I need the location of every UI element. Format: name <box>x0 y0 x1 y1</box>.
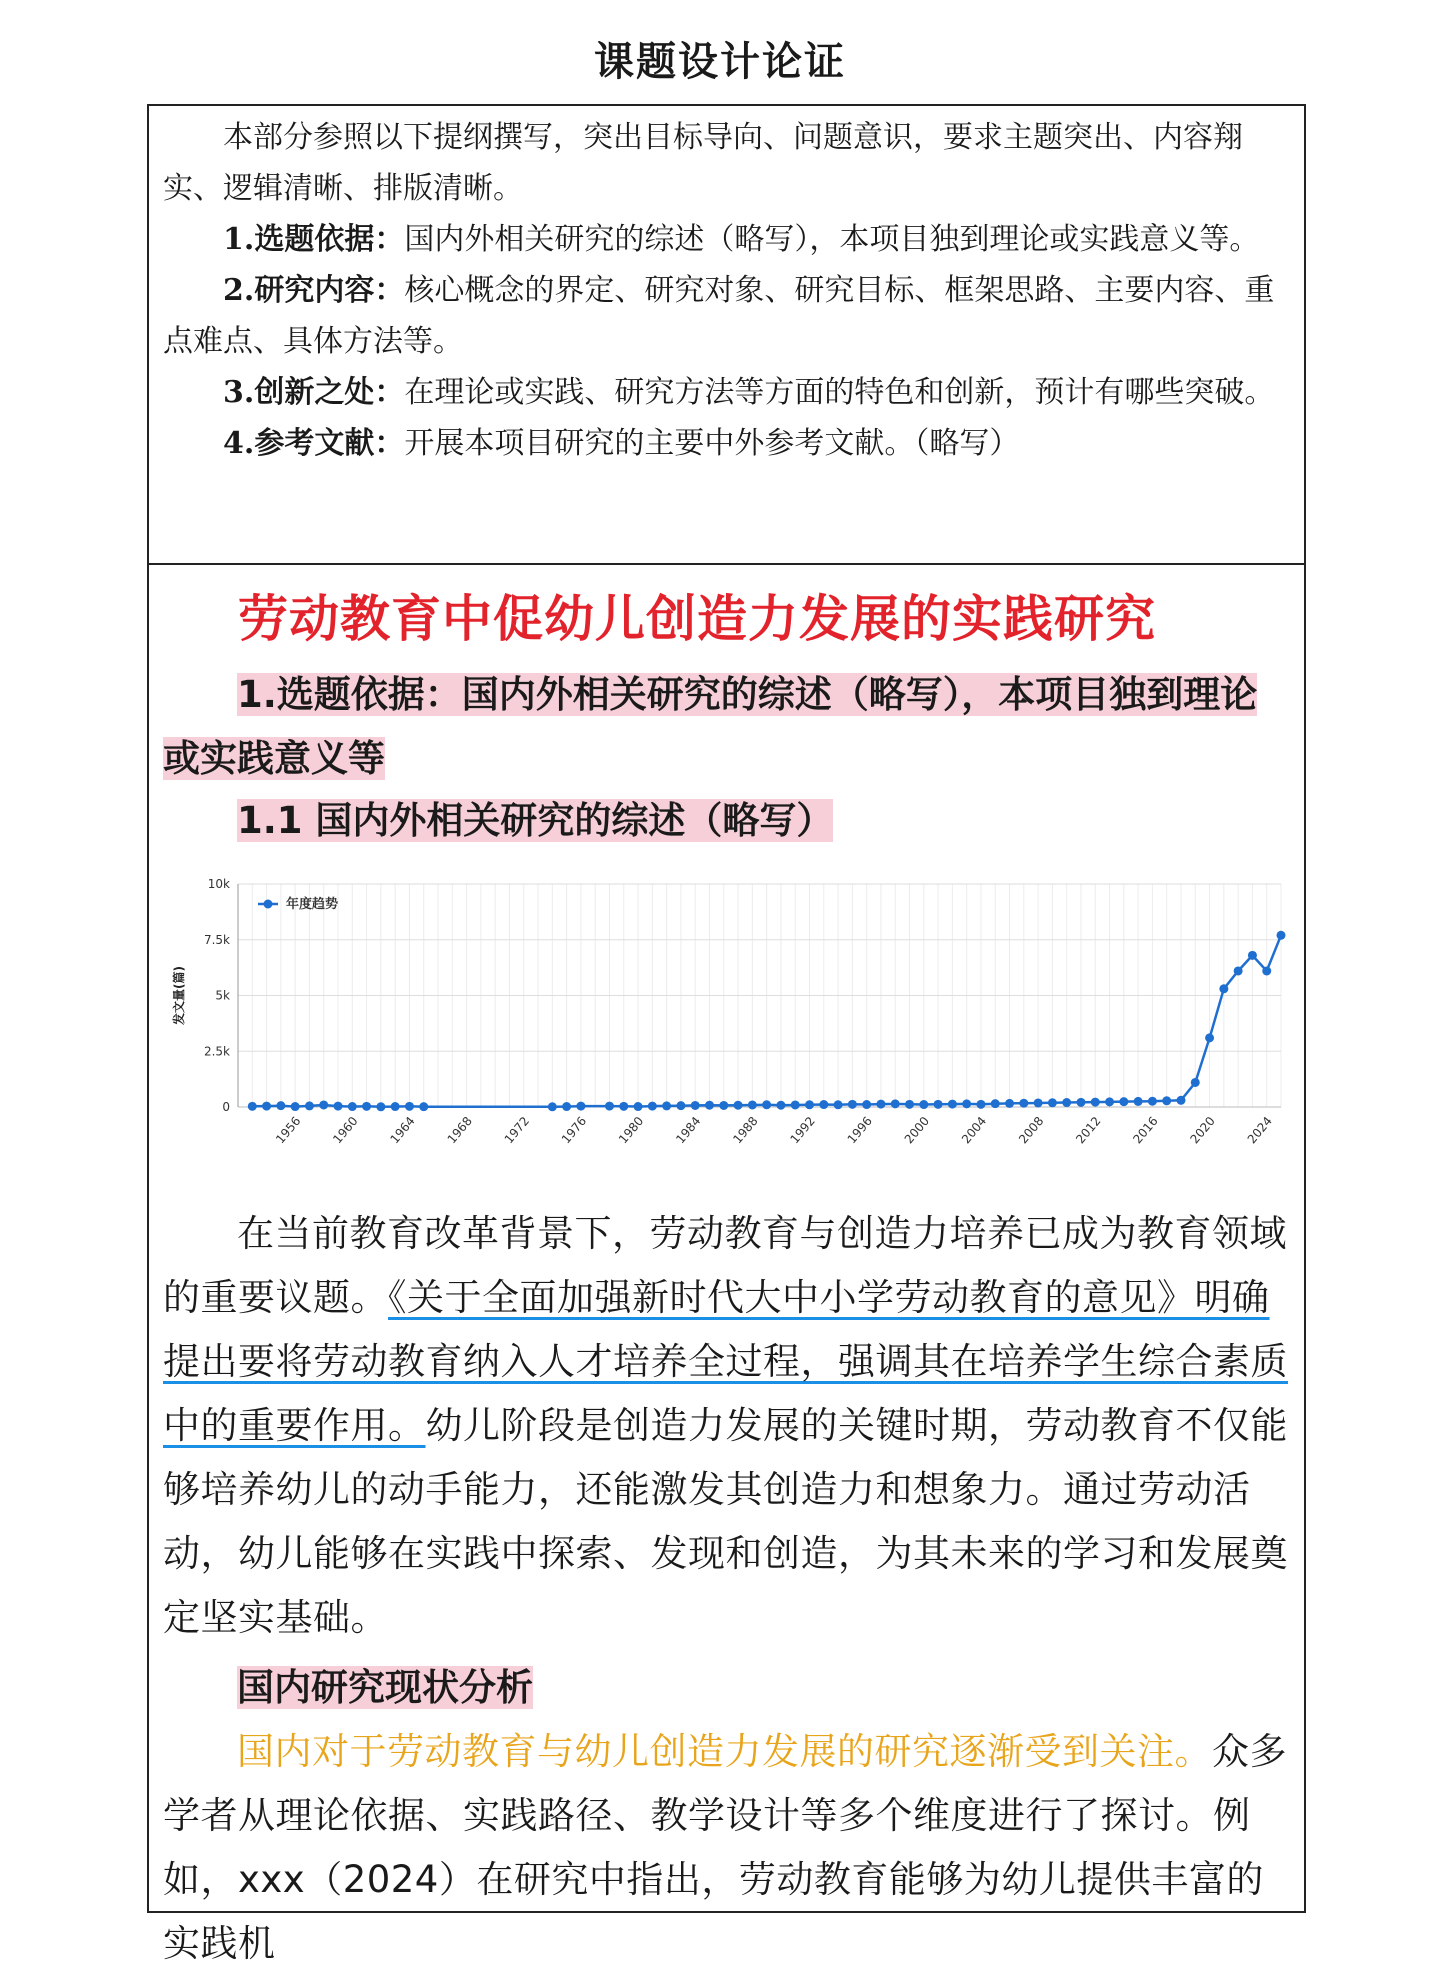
data-point <box>1262 966 1271 975</box>
data-point <box>562 1102 571 1111</box>
x-tick-label: 2020 <box>1187 1113 1218 1147</box>
data-point <box>419 1102 428 1111</box>
data-point <box>1248 951 1257 960</box>
data-point <box>905 1100 914 1109</box>
instruction-item-3 <box>163 367 1290 418</box>
data-point <box>919 1100 928 1109</box>
data-point <box>1162 1096 1171 1105</box>
page-title: 课题设计论证 <box>594 39 846 85</box>
x-tick-label: 1976 <box>558 1113 590 1147</box>
data-point <box>962 1099 971 1108</box>
underlined-policy-text: 《关于全面加强新时代大中小学劳动教育的意见》明确提出要将劳动教育纳入人才培养全过程，强调其在培养学生综合素质中的重要作用。 <box>163 1276 1288 1447</box>
paragraph-2-rest: 众多学者从理论依据、实践路径、教学设计等多个维度进行了探讨。例如，xxx（2024）在研究中指出，劳动教育能够为幼儿提供丰富的实践机 <box>163 1730 1287 1965</box>
x-tick-label: 1992 <box>787 1113 818 1147</box>
data-point <box>734 1101 743 1110</box>
section-heading-1-1 <box>237 791 1290 851</box>
data-point <box>291 1102 300 1111</box>
instruction-label: 3.创新之处： <box>223 375 405 410</box>
heading-1-line-1: 1.选题依据：国内外相关研究的综述（略写），本项目独到理论 <box>237 673 1258 716</box>
instruction-label: 2.研究内容： <box>223 273 405 308</box>
x-tick-label: 1972 <box>501 1113 533 1147</box>
data-point <box>334 1102 343 1111</box>
instruction-text: 国内外相关研究的综述（略写），本项目独到理论或实践意义等。 <box>404 222 1260 257</box>
data-point <box>634 1102 643 1111</box>
data-point <box>1191 1078 1200 1087</box>
section-heading-1 <box>163 663 1290 791</box>
data-point <box>1062 1098 1071 1107</box>
instruction-item-2 <box>163 265 1290 367</box>
publication-trend-chart <box>163 859 1293 1194</box>
data-point <box>748 1100 757 1109</box>
data-point <box>1048 1098 1057 1107</box>
data-point <box>305 1101 314 1110</box>
heading-2-text: 1.1 国内外相关研究的综述（略写） <box>237 799 834 842</box>
data-point <box>319 1100 328 1109</box>
x-tick-label: 2008 <box>1016 1113 1047 1147</box>
data-point <box>1091 1098 1100 1107</box>
highlighted-orange-sentence: 国内对于劳动教育与幼儿创造力发展的研究逐渐受到关注。 <box>237 1730 1212 1773</box>
data-point <box>776 1101 785 1110</box>
data-point <box>934 1100 943 1109</box>
x-tick-label: 2012 <box>1073 1113 1104 1147</box>
x-tick-label: 2016 <box>1130 1113 1161 1147</box>
data-point <box>705 1101 714 1110</box>
x-tick-label: 1964 <box>387 1113 418 1147</box>
y-tick-label: 2.5k <box>203 1044 230 1059</box>
data-point <box>876 1100 885 1109</box>
data-point <box>1034 1098 1043 1107</box>
content-box <box>147 563 1306 1965</box>
heading-1-line-2: 或实践意义等 <box>163 737 385 780</box>
domestic-research-heading-text: 国内研究现状分析 <box>237 1666 533 1709</box>
body-paragraph-2 <box>163 1720 1290 1976</box>
data-point <box>848 1100 857 1109</box>
x-tick-label: 1960 <box>330 1113 361 1147</box>
x-tick-label: 1980 <box>615 1113 647 1147</box>
x-tick-label: 1984 <box>673 1113 704 1147</box>
data-point <box>834 1100 843 1109</box>
data-point <box>791 1100 800 1109</box>
x-tick-label: 1988 <box>730 1113 761 1147</box>
data-point <box>1219 984 1228 993</box>
data-point <box>1119 1097 1128 1106</box>
data-point <box>619 1102 628 1111</box>
data-point <box>1134 1097 1143 1106</box>
data-point <box>691 1101 700 1110</box>
data-point <box>548 1102 557 1111</box>
instruction-text: 开展本项目研究的主要中外参考文献。（略写） <box>404 426 1020 461</box>
data-point <box>348 1102 357 1111</box>
data-point <box>1205 1033 1214 1042</box>
data-point <box>391 1102 400 1111</box>
body-paragraph-1 <box>163 1202 1290 1650</box>
data-point <box>1234 966 1243 975</box>
data-point <box>576 1102 585 1111</box>
x-tick-label: 2004 <box>958 1113 990 1147</box>
data-point <box>1176 1096 1185 1105</box>
data-point <box>262 1102 271 1111</box>
data-point <box>1005 1099 1014 1108</box>
main-title: 劳动教育中促幼儿创造力发展的实践研究 <box>238 590 1156 648</box>
instructions-box <box>147 104 1306 565</box>
data-point <box>376 1102 385 1111</box>
data-point <box>248 1102 257 1111</box>
instruction-item-1 <box>163 214 1290 265</box>
instruction-label: 1.选题依据： <box>223 222 405 257</box>
instructions-intro: 本部分参照以下提纲撰写，突出目标导向、问题意识，要求主题突出、内容翔实、逻辑清晰、排版清晰。 <box>163 120 1243 206</box>
data-point <box>819 1100 828 1109</box>
data-point <box>976 1100 985 1109</box>
data-point <box>948 1100 957 1109</box>
data-point <box>891 1099 900 1108</box>
x-tick-label: 1968 <box>444 1113 475 1147</box>
x-tick-label: 2024 <box>1244 1113 1276 1147</box>
y-tick-label: 0 <box>222 1100 230 1114</box>
data-point <box>862 1100 871 1109</box>
instruction-label: 4.参考文献： <box>223 426 405 461</box>
data-point <box>1105 1097 1114 1106</box>
paragraph-1-part-2: 幼儿阶段是创造力发展的关键时期，劳动教育不仅能够培养幼儿的动手能力，还能激发其创造力和想象力。通过劳动活动，幼儿能够在实践中探索、发现和创造，为其未来的学习和发展奠定坚实基础。 <box>163 1404 1288 1639</box>
data-point <box>276 1101 285 1110</box>
data-point <box>405 1102 414 1111</box>
data-point <box>676 1101 685 1110</box>
instruction-text: 在理论或实践、研究方法等方面的特色和创新，预计有哪些突破。 <box>404 375 1275 410</box>
x-tick-label: 2000 <box>901 1113 933 1147</box>
data-point <box>605 1102 614 1111</box>
data-point <box>991 1099 1000 1108</box>
data-point <box>1076 1098 1085 1107</box>
legend-label: 年度趋势 <box>286 897 339 912</box>
data-point <box>1148 1097 1157 1106</box>
data-point <box>719 1101 728 1110</box>
x-tick-label: 1996 <box>844 1113 875 1147</box>
y-tick-label: 5k <box>215 988 230 1003</box>
data-point <box>648 1102 657 1111</box>
data-point <box>762 1100 771 1109</box>
instruction-text: 核心概念的界定、研究对象、研究目标、框架思路、主要内容、重点难点、具体方法等。 <box>163 273 1275 359</box>
domestic-research-heading <box>237 1656 1290 1720</box>
y-tick-label: 7.5k <box>203 932 230 947</box>
data-point <box>805 1100 814 1109</box>
y-axis-label: 发文量(篇) <box>172 966 186 1025</box>
legend-marker <box>264 900 273 909</box>
data-point <box>1277 931 1286 940</box>
data-point <box>362 1102 371 1111</box>
instruction-item-4 <box>163 418 1290 469</box>
x-tick-label: 1956 <box>273 1113 304 1147</box>
data-point <box>662 1101 671 1110</box>
chart-svg <box>163 859 1293 1194</box>
paragraph-1-part-1: 在当前教育改革背景下，劳动教育与创造力培养已成为教育领域的重要议题。 <box>163 1212 1287 1319</box>
y-tick-label: 10k <box>207 877 230 891</box>
data-point <box>1019 1099 1028 1108</box>
